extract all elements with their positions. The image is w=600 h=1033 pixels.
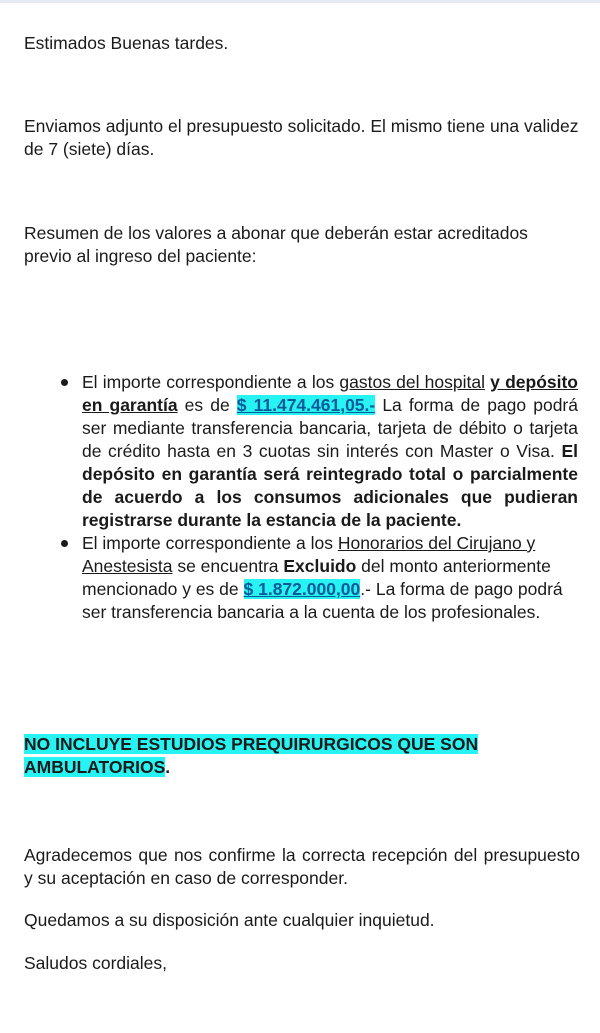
deposit-refund-note: El depósito en garantía será reintegrado total o parcialmente de acuerdo a los consumos adicionales que pudieran registrarse durante la estancia de la paciente. [82,441,578,530]
fees-amount: $ 1.872.000,00 [243,579,361,599]
fees-link-text: Honorarios del Cirujano y Anestesista [82,533,536,576]
notice-banner: NO INCLUYE ESTUDIOS PREQUIRURGICOS QUE SON AMBULATORIOS. [24,734,479,777]
bullet-icon [61,540,68,547]
summary-intro: Resumen de los valores a abonar que deberán estar acreditados previo al ingreso del paciente: [24,223,528,266]
intro-paragraph: Enviamos adjunto el presupuesto solicitado. El mismo tiene una validez de 7 (siete) días. [24,116,579,159]
list-item-professional-fees: El importe correspondiente a los Honorarios del Cirujano y Anestesista se encuentra Excluido del monto anteriormente mencionado y es de $ 1.872.000,00.- La forma de pago podrá ser transferencia bancaria a la cuenta de los profesionales. [0,532,600,624]
bullet-icon [61,379,68,386]
top-divider [0,0,600,3]
hospital-costs-link-text: gastos del hospital [339,372,485,392]
regards-text: Saludos cordiales, [24,953,167,973]
hospital-amount: $ 11.474.461,05.- [236,395,376,415]
list-item-hospital-costs: El importe correspondiente a los gastos del hospital y depósito en garantía es de $ 11.474.461,05.- La forma de pago podrá ser mediante transferencia bancaria, tarjeta de débito o tarjeta de crédito hasta en 3 cuotas sin interés con Master o Visa. El depósito en garantía será reintegrado total o parcialmente de acuerdo a los consumos adicionales que pudieran registrarse durante la estancia de la paciente. [0,371,600,532]
payment-items-list [0,371,600,624]
excluded-text: Excluido [283,556,357,576]
deposit-guarantee-text: y depósito en garantía [82,372,578,415]
greeting-text: Estimados Buenas tardes. [24,33,229,53]
notice-text: NO INCLUYE ESTUDIOS PREQUIRURGICOS QUE SON AMBULATORIOS [24,734,479,777]
closing-paragraph: Agradecemos que nos confirme la correcta recepción del presupuesto y su aceptación en caso de corresponder. [24,845,580,888]
availability-paragraph: Quedamos a su disposición ante cualquier inquietud. [24,910,435,930]
